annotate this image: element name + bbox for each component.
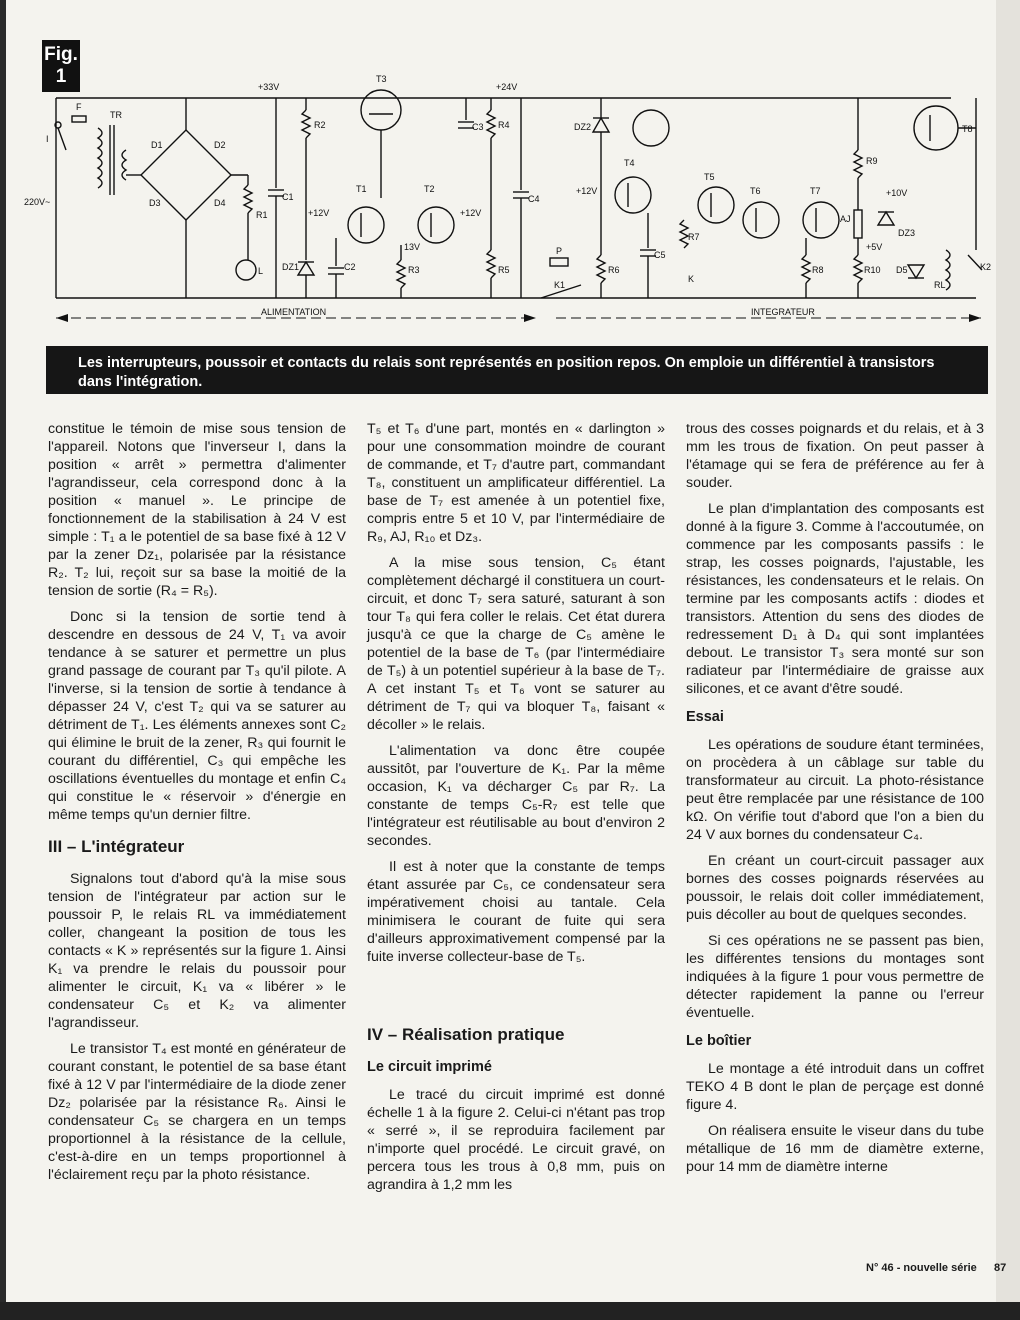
label-t4: T4 <box>624 158 635 168</box>
text-column-2 <box>367 420 665 1202</box>
label-v10: +10V <box>886 188 908 198</box>
paragraph: L'alimentation va donc être coupée aussitôt, par l'ouverture de K₁. Par la même occasion, K₁ va décharger C₅ par R₇. La constante de temps C₅-R₇ est telle que l'intégrateur est réutilisable au bout d'environ 2 secondes. <box>367 743 665 849</box>
label-v12b: +12V <box>460 208 482 218</box>
page-edge-left <box>0 0 6 1320</box>
label-c1: C1 <box>282 192 294 202</box>
label-r10: R10 <box>864 265 881 275</box>
label-r6: R6 <box>608 265 620 275</box>
label-dz1: DZ1 <box>282 262 300 272</box>
paragraph: Signalons tout d'abord qu'à la mise sous tension de l'intégrateur par action sur le poussoir P, le relais RL va immédiatement coller, changeant la position de tous les contacts « K » représentés sur la figure 1. Ainsi K₁ va prendre le relais du poussoir pour alimenter le circuit, K₁ va « libérer » le condensateur C₅ et K₂ va alimenter l'agrandisseur. <box>48 871 346 1031</box>
label-c3: C3 <box>472 122 484 132</box>
label-rl: RL <box>934 280 946 290</box>
issue-footer: N° 46 - nouvelle série <box>866 1262 977 1274</box>
paragraph: Le tracé du circuit imprimé est donné échelle 1 à la figure 2. Celui-ci n'étant pas trop « serré », il se reproduira facilement par n'importe quel procédé. Le circuit gravé, on percera tous les trous à 0,8 mm, puis on agrandira à 1,2 mm les <box>367 1087 665 1193</box>
label-r9: R9 <box>866 156 878 166</box>
label-d2: D2 <box>214 140 226 150</box>
label-d1: D1 <box>151 140 163 150</box>
paragraph: T₅ et T₆ d'une part, montés en « darlington » pour une consommation moindre de courant de commande, et T₇ d'autre part, commandant T₈, constituent un amplificateur différentiel. La base de T₇ est amenée à un potentiel fixe, compris entre 5 et 10 V, par l'intermédiaire de R₉, AJ, R₁₀ et Dz₃. <box>367 421 665 545</box>
paragraph: Le montage a été introduit dans un coffret TEKO 4 B dont le plan de perçage est donné figure 4. <box>686 1061 984 1113</box>
label-d4: D4 <box>214 198 226 208</box>
label-dz3: DZ3 <box>898 228 916 238</box>
paragraph: Le transistor T₄ est monté en générateur de courant constant, le potentiel de sa base étant fixé à 12 V par l'intermédiaire de la diode zener Dz₂ polarisée par la résistance R₆. Ainsi le condensateur C₅ se chargera en un temps proportionnel à la résistance de la cellule, c'est-à-dire en un temps proportionnel à l'éclairement reçu par la photo résistance. <box>48 1041 346 1183</box>
label-c4: C4 <box>528 194 540 204</box>
label-t3: T3 <box>376 74 387 84</box>
label-d3: D3 <box>149 198 161 208</box>
label-p: P <box>556 246 563 256</box>
paragraph: trous des cosses poignards et du relais, et à 3 mm les trous de fixation. On peut passer à l'étamage qui se fera de préférence au fer à souder. <box>686 421 984 491</box>
label-aj: AJ <box>840 214 851 224</box>
label-v33: +33V <box>258 82 280 92</box>
label-v24: +24V <box>496 82 518 92</box>
figure-caption: Les interrupteurs, poussoir et contacts du relais sont représentés en position repos. On emploie un différentiel à transistors dans l'intégration. <box>46 346 988 394</box>
label-c5: C5 <box>654 250 666 260</box>
label-tr: TR <box>110 110 122 120</box>
text-column-1 <box>48 420 346 1192</box>
paragraph: Si ces opérations ne se passent pas bien, les différentes tensions du montages sont indiquées à la figure 1 pour vous permettre de détecter rapidement la panne ou l'erreur éventuelle. <box>686 933 984 1021</box>
paragraph: Le plan d'implantation des composants est donné à la figure 3. Comme à l'accoutumée, on commence par les composants passifs : le strap, les cosses poignards, l'ajustable, les résistances, les condensateurs et le relais. On termine par les composants actifs : diodes et transistors. Attention du sens des diodes de redressement D₁ à D₄ qui sont implantées debout. Le transistor T₃ sera monté sur son radiateur par l'intermédiaire de graisse aux silicones, et ce avant d'être soudé. <box>686 501 984 697</box>
label-r4: R4 <box>498 120 510 130</box>
label-f: F <box>76 102 82 112</box>
label-i: I <box>46 134 49 144</box>
label-r2: R2 <box>314 120 326 130</box>
label-r7: R7 <box>688 232 700 242</box>
paragraph: Les opérations de soudure étant terminées, on procèdera à un câblage sur table du transformateur au circuit. La photo-résistance peut être remplacée par une résistance de 100 kΩ. On vérifie tout d'abord que l'on a bien du 24 V aux bornes du condensateur C₄. <box>686 737 984 843</box>
figure-badge-word: Fig. <box>44 44 78 65</box>
label-t5: T5 <box>704 172 715 182</box>
subsection-heading: Le boîtier <box>686 1033 752 1049</box>
label-t8: T8 <box>962 124 973 134</box>
paragraph: A la mise sous tension, C₅ étant complètement déchargé il constituera un court-circuit, et donc T₇ sera saturé, saturant à son tour T₈ qui fera coller le relais. Cet état durera jusqu'à ce que la charge de C₅ amène le potentiel de la base de T₆ (par l'intermédiaire de T₅) à un potentiel supérieur à la base de T₇. A cet instant T₅ et T₆ vont se saturer au détriment de T₇ qui va bloquer T₈, faisant « décoller » le relais. <box>367 555 665 733</box>
figure-badge-number: 1 <box>55 66 67 87</box>
circuit-schematic <box>24 70 996 330</box>
label-t6: T6 <box>750 186 761 196</box>
label-t1: T1 <box>356 184 367 194</box>
page-edge-bottom <box>0 1302 1020 1320</box>
page-edge-right <box>996 0 1020 1320</box>
section-heading: IV – Réalisation pratique <box>367 1025 565 1044</box>
page-number: 87 <box>994 1262 1007 1274</box>
text-column-3 <box>686 420 984 1184</box>
label-alimentation: ALIMENTATION <box>261 307 327 317</box>
subsection-heading: Le circuit imprimé <box>367 1059 492 1075</box>
label-v12a: +12V <box>308 208 330 218</box>
label-r8: R8 <box>812 265 824 275</box>
label-t7: T7 <box>810 186 821 196</box>
paragraph: Il est à noter que la constante de temps étant assurée par C₅, ce condensateur sera impérativement choisi au tantale. Cela minimisera le courant de fuite qui sera d'ailleurs approximativement compensé par la fuite inverse collecteur-base de T₅. <box>367 859 665 965</box>
paragraph: En créant un court-circuit passager aux bornes des cosses poignards réservées au poussoir, le relais doit coller immédiatement, puis décoller au bout de quelques secondes. <box>686 853 984 923</box>
subsection-heading: Essai <box>686 709 724 725</box>
label-r5: R5 <box>498 265 510 275</box>
label-c2: C2 <box>344 262 356 272</box>
paragraph: Donc si la tension de sortie tend à descendre en dessous de 24 V, T₁ va avoir tendance à se saturer et permettre un plus grand passage de courant par T₃ qu'il pilote. A l'inverse, si la tension de sortie à tendance à dépasser 24 V, c'est T₂ qui va se saturer au détriment de T₁. Les éléments annexes sont C₂ qui élimine le bruit de la zener, R₃ qui fournit le courant du différentiel, C₃ qui empêche les oscillations éventuelles du montage et enfin C₄ qui constitue le « réservoir » d'énergie en même temps qu'un dernier filtre. <box>48 609 346 823</box>
label-v13: 13V <box>404 242 421 252</box>
label-v220: 220V~ <box>24 197 51 207</box>
label-v5: +5V <box>866 242 883 252</box>
label-l: L <box>258 266 264 276</box>
paragraph: constitue le témoin de mise sous tension de l'appareil. Notons que l'inverseur I, dans la position « arrêt » permettra d'alimenter l'agrandisseur, cela correspond donc à la position « manuel ». Le principe de fonctionnement de la stabilisation à 24 V est simple : T₁ a le potentiel de sa base fixé à 12 V par la zener Dz₁, polarisée par la résistance R₂. T₂ lui, reçoit sur sa base la moitié de la tension de sortie (R₄ = R₅). <box>48 421 346 599</box>
label-v12c: +12V <box>576 186 598 196</box>
label-r3: R3 <box>408 265 420 275</box>
label-integrateur: INTEGRATEUR <box>751 307 815 317</box>
label-k: K <box>688 274 695 284</box>
paragraph: On réalisera ensuite le viseur dans du tube métallique de 16 mm de diamètre externe, pour 14 mm de diamètre interne <box>686 1123 984 1175</box>
section-heading: III – L'intégrateur <box>48 837 185 856</box>
label-d5: D5 <box>896 265 908 275</box>
label-r1: R1 <box>256 210 268 220</box>
label-k1: K1 <box>554 280 566 290</box>
label-k2: K2 <box>980 262 992 272</box>
label-dz2: DZ2 <box>574 122 592 132</box>
label-t2: T2 <box>424 184 435 194</box>
